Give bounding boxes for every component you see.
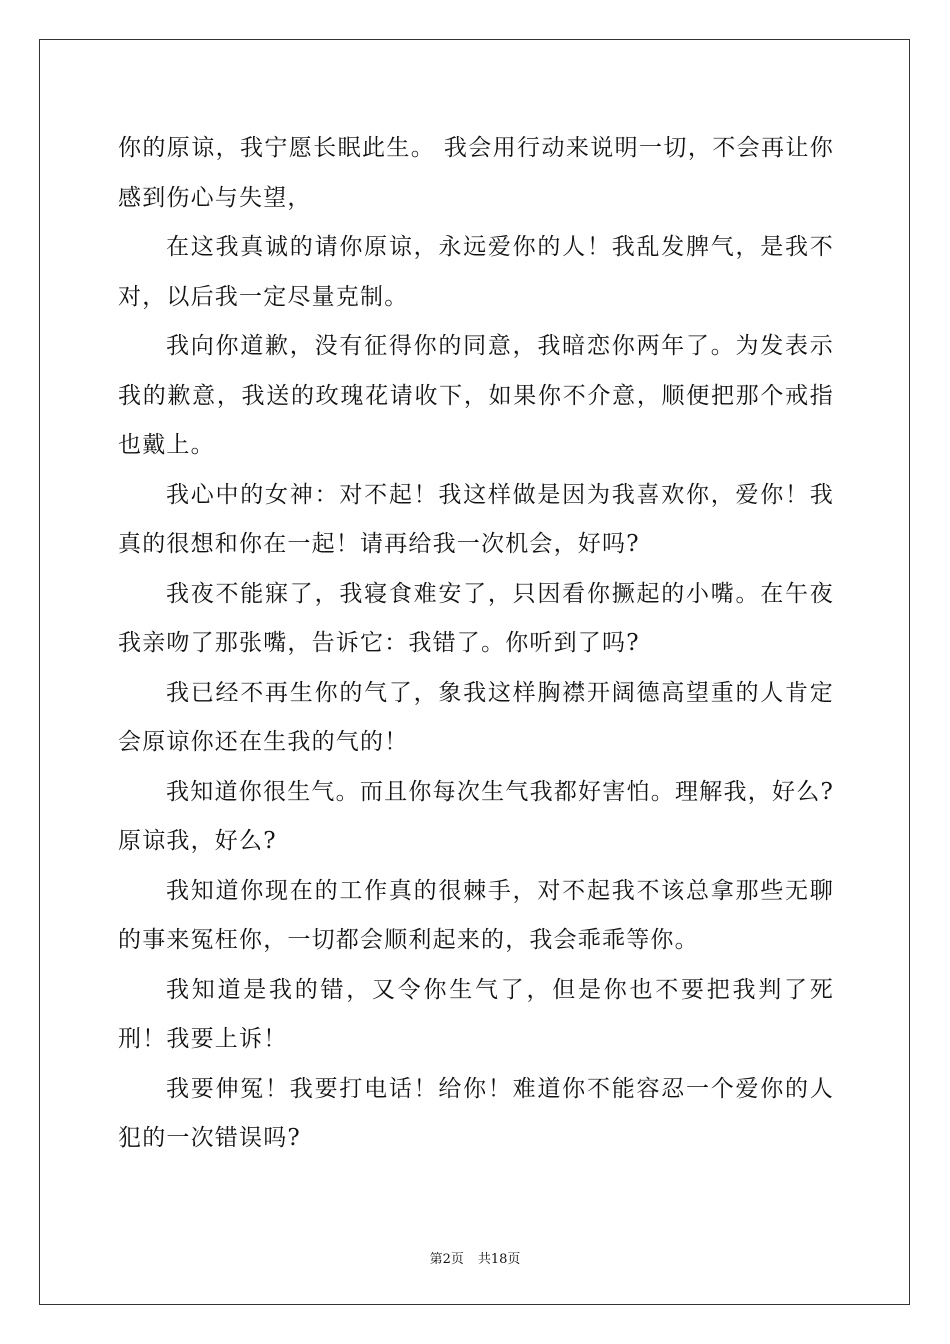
document-body: [118, 124, 834, 1164]
page-number: 第2页: [429, 1252, 464, 1267]
paragraph: 我要伸冤！我要打电话！给你！难道你不能容忍一个爱你的人犯的一次错误吗?: [118, 1075, 834, 1151]
paragraph: 在这我真诚的请你原谅，永远爱你的人！我乱发脾气，是我不对，以后我一定尽量克制。: [118, 234, 834, 310]
paragraph: 我已经不再生你的气了，象我这样胸襟开阔德高望重的人肯定会原谅你还在生我的气的！: [118, 679, 834, 755]
page-total: 共18页: [477, 1252, 521, 1267]
paragraph: 我心中的女神：对不起！我这样做是因为我喜欢你，爱你！我真的很想和你在一起！请再给我一次机会，好吗?: [118, 481, 834, 557]
paragraph: 我夜不能寐了，我寝食难安了，只因看你撅起的小嘴。在午夜我亲吻了那张嘴，告诉它：我错了。你听到了吗?: [118, 580, 834, 656]
paragraph: 我向你道歉，没有征得你的同意，我暗恋你两年了。为发表示我的歉意，我送的玫瑰花请收下，如果你不介意，顺便把那个戒指也戴上。: [118, 333, 834, 458]
paragraph-continuation: 你的原谅，我宁愿长眠此生。 我会用行动来说明一切，不会再让你感到伤心与失望，: [118, 135, 834, 211]
page-footer: [0, 1248, 950, 1267]
paragraph: 我知道你现在的工作真的很棘手，对不起我不该总拿那些无聊的事来冤枉你，一切都会顺利起来的，我会乖乖等你。: [118, 877, 834, 953]
paragraph: 我知道是我的错，又令你生气了，但是你也不要把我判了死刑！我要上诉！: [118, 976, 834, 1052]
paragraph: 我知道你很生气。而且你每次生气我都好害怕。理解我，好么?原谅我，好么?: [118, 778, 834, 854]
